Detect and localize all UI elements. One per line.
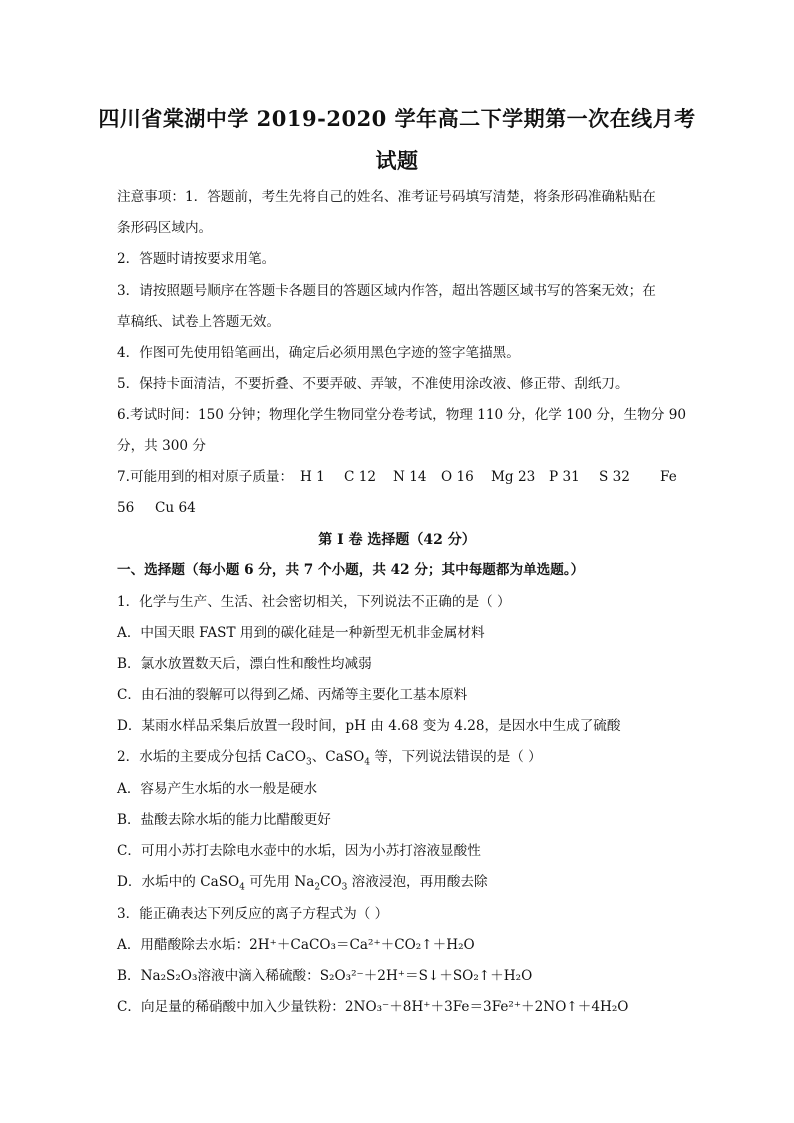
atom-mass: O 16 bbox=[441, 469, 474, 485]
q2-option-d-text: D．水垢中的 CaSO bbox=[117, 874, 240, 890]
question-1-option-d: D．某雨水样品采集后放置一段时间，pH 由 4.68 变为 4.28，是因水中生成了硫酸 bbox=[117, 718, 621, 734]
notice-7-prefix: 7.可能用到的相对原子质量： bbox=[117, 469, 294, 485]
notice-5: 5．保持卡面清洁，不要折叠、不要弄破、弄皱，不准使用涂改液、修正带、刮纸刀。 bbox=[117, 376, 629, 392]
subscript: 4 bbox=[364, 757, 370, 768]
notice-6-line2: 分，共 300 分 bbox=[117, 438, 206, 454]
exam-title-line2: 试题 bbox=[375, 148, 419, 173]
atom-mass: Mg 23 bbox=[491, 469, 536, 485]
question-2-option-d bbox=[117, 872, 682, 892]
q2-option-d-text: CO bbox=[320, 874, 342, 890]
question-2-stem bbox=[117, 747, 682, 767]
notice-4: 4．作图可先使用铅笔画出，确定后必须用黑色字迹的签字笔描黑。 bbox=[117, 345, 520, 361]
subscript: 4 bbox=[239, 882, 245, 893]
notice-3-line2: 草稿纸、试卷上答题无效。 bbox=[117, 314, 281, 330]
atom-mass: P 31 bbox=[549, 469, 580, 485]
section-title: 第 I 卷 选择题（42 分） bbox=[318, 532, 476, 548]
q2-stem-text: 、CaSO bbox=[311, 749, 365, 765]
question-1-option-a: A．中国天眼 FAST 用到的碳化硅是一种新型无机非金属材料 bbox=[117, 625, 485, 641]
question-3-stem: 3．能正确表达下列反应的离子方程式为（ ） bbox=[117, 906, 389, 922]
question-1-stem: 1．化学与生产、生活、社会密切相关，下列说法不正确的是（ ） bbox=[117, 594, 511, 610]
atom-mass: Fe bbox=[660, 469, 677, 485]
exam-title-line1: 四川省棠湖中学 2019-2020 学年高二下学期第一次在线月考 bbox=[98, 106, 696, 131]
atom-mass: N 14 bbox=[393, 469, 427, 485]
question-3-option-a: A．用醋酸除去水垢：2H⁺＋CaCO₃＝Ca²⁺＋CO₂↑＋H₂O bbox=[117, 937, 475, 953]
question-1-option-b: B．氯水放置数天后，漂白性和酸性均减弱 bbox=[117, 656, 372, 672]
notice-3-line1: 3．请按照题号顺序在答题卡各题目的答题区域内作答，超出答题区域书写的答案无效；在 bbox=[117, 283, 656, 299]
q2-option-d-text: 可先用 Na bbox=[244, 874, 315, 890]
question-3-option-b: B．Na₂S₂O₃溶液中滴入稀硫酸：S₂O₃²⁻＋2H⁺＝S↓＋SO₂↑＋H₂O bbox=[117, 968, 533, 984]
atom-mass: Cu 64 bbox=[155, 500, 196, 516]
atom-mass: H 1 bbox=[300, 469, 325, 485]
atom-mass: S 32 bbox=[599, 469, 630, 485]
subscript: 3 bbox=[305, 757, 312, 768]
subscript: 3 bbox=[341, 882, 348, 893]
q2-option-d-text: 溶液浸泡，再用酸去除 bbox=[347, 874, 488, 890]
notice-1-line2: 条形码区域内。 bbox=[117, 220, 213, 236]
section-heading: 一、选择题（每小题 6 分，共 7 个小题，共 42 分；其中每题都为单选题。） bbox=[117, 562, 585, 578]
q2-stem-text: 2．水垢的主要成分包括 CaCO bbox=[117, 749, 306, 765]
notice-7-line2 bbox=[117, 498, 682, 518]
question-3-option-c: C．向足量的稀硝酸中加入少量铁粉：2NO₃⁻＋8H⁺＋3Fe＝3Fe²⁺＋2NO↑＋4H₂O bbox=[117, 999, 629, 1015]
atom-mass: 56 bbox=[117, 500, 135, 516]
question-2-option-a: A．容易产生水垢的水一般是硬水 bbox=[117, 781, 318, 797]
notice-6-line1: 6.考试时间：150 分钟；物理化学生物同堂分卷考试，物理 110 分，化学 100 分，生物分 90 bbox=[117, 407, 687, 423]
question-2-option-b: B．盐酸去除水垢的能力比醋酸更好 bbox=[117, 812, 331, 828]
atom-mass: C 12 bbox=[344, 469, 377, 485]
question-1-option-c: C．由石油的裂解可以得到乙烯、丙烯等主要化工基本原料 bbox=[117, 687, 468, 703]
q2-stem-text: 等，下列说法错误的是（ ） bbox=[370, 749, 542, 765]
subscript: 2 bbox=[314, 882, 321, 893]
notice-1-line1: 注意事项：1．答题前，考生先将自己的姓名、准考证号码填写清楚，将条形码准确粘贴在 bbox=[117, 189, 656, 205]
notice-7-line1 bbox=[117, 467, 682, 487]
notice-2: 2．答题时请按要求用笔。 bbox=[117, 251, 276, 267]
question-2-option-c: C．可用小苏打去除电水壶中的水垢，因为小苏打溶液显酸性 bbox=[117, 843, 481, 859]
